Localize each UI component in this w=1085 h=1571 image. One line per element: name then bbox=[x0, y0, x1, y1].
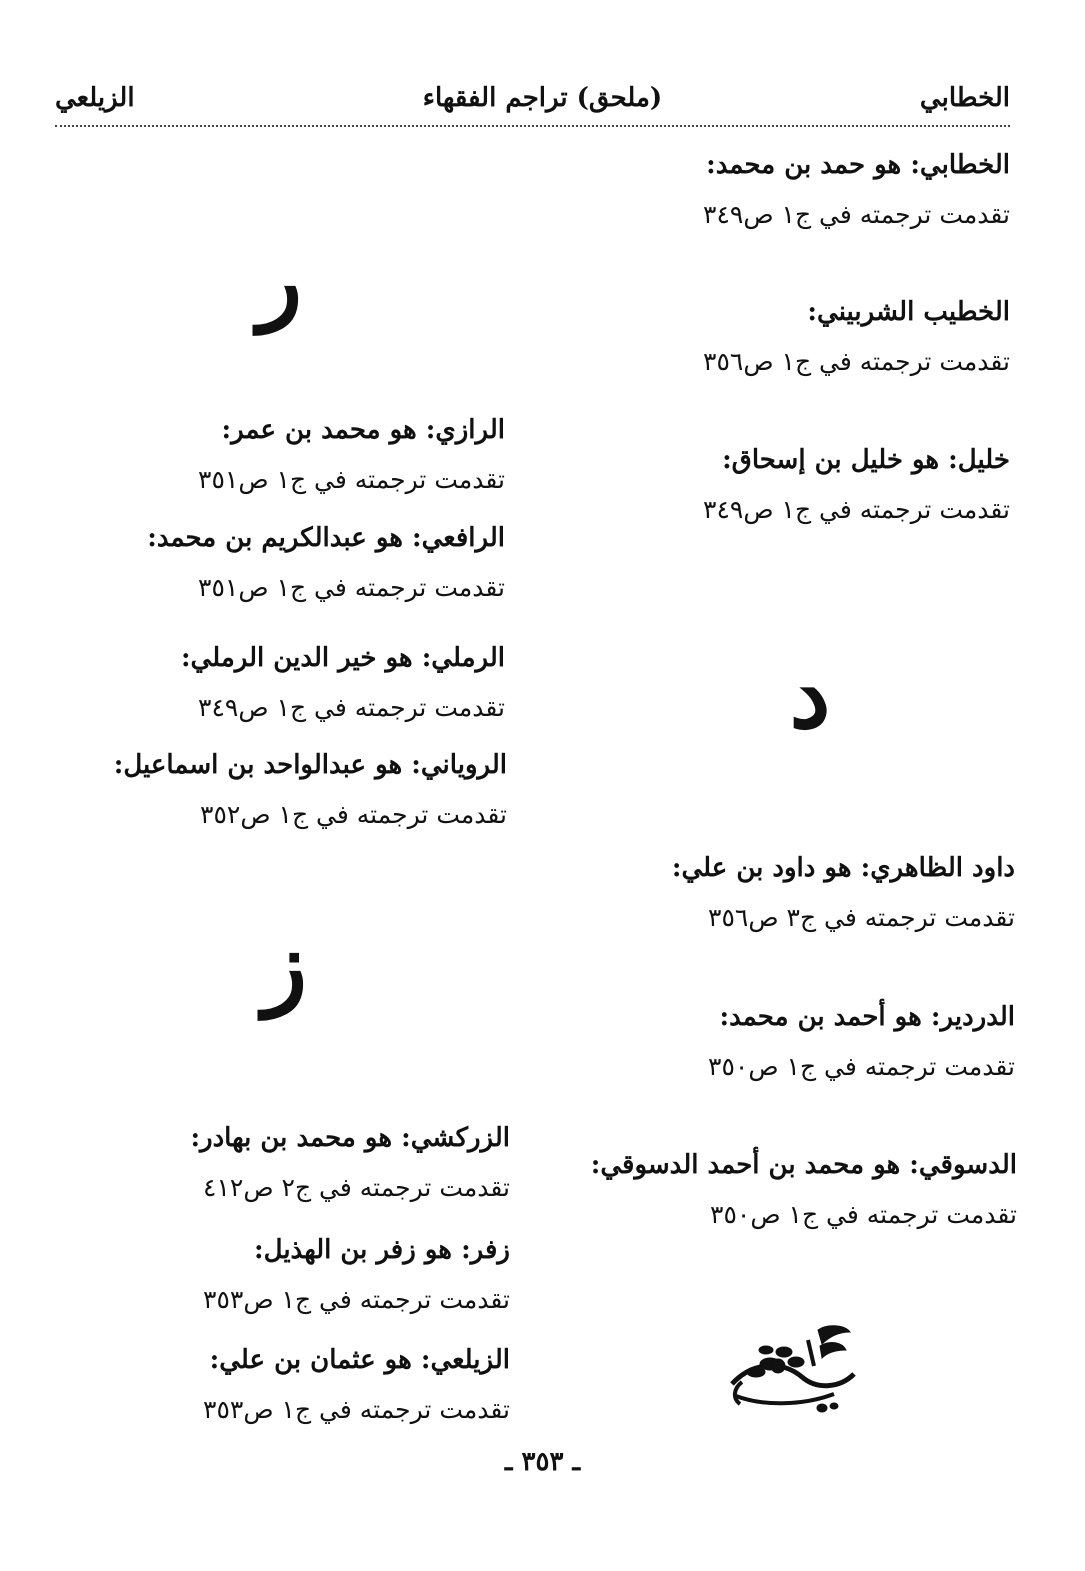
entry-ruyani bbox=[114, 745, 507, 835]
entry-name: الدسوقي: bbox=[909, 1150, 1017, 1180]
entry-desc: هو حمد بن محمد: bbox=[706, 150, 902, 180]
entry-reference: تقدمت ترجمته في ج٣ ص٣٥٦ bbox=[708, 903, 1015, 932]
entry-name: الخطابي: bbox=[910, 150, 1010, 180]
entry-reference: تقدمت ترجمته في ج٢ ص٤١٢ bbox=[203, 1173, 510, 1202]
entry-name: الروياني: bbox=[411, 750, 507, 780]
entry-reference: تقدمت ترجمته في ج١ ص٣٥٦ bbox=[703, 347, 1010, 376]
entry-name-line bbox=[708, 997, 1015, 1037]
entry-desc: هو خير الدين الرملي: bbox=[180, 643, 413, 673]
entry-desc: هو أحمد بن محمد: bbox=[719, 1002, 922, 1032]
entry-reference: تقدمت ترجمته في ج١ ص٣٤٩ bbox=[198, 693, 505, 722]
entry-name-line bbox=[181, 638, 505, 678]
section-letter-ra: ر bbox=[257, 226, 303, 334]
entry-desc: هو عبدالكريم بن محمد: bbox=[147, 523, 403, 553]
running-header-title: (ملحق) تراجم الفقهاء bbox=[422, 83, 663, 113]
entry-zufar bbox=[203, 1230, 510, 1320]
entry-reference: تقدمت ترجمته في ج١ ص٣٥٣ bbox=[203, 1395, 510, 1424]
entry-dawud-zahiri bbox=[672, 848, 1015, 938]
entry-dasuqi bbox=[591, 1145, 1017, 1235]
entry-reference: تقدمت ترجمته في ج١ ص٣٤٩ bbox=[703, 495, 1010, 524]
section-letter-dal: د bbox=[789, 641, 831, 749]
entry-zaylai bbox=[203, 1340, 510, 1430]
entry-name-line bbox=[703, 292, 1010, 332]
entry-reference: تقدمت ترجمته في ج١ ص٣٤٩ bbox=[703, 200, 1010, 229]
entry-name-line bbox=[591, 1145, 1017, 1185]
entry-name: الرافعي: bbox=[412, 523, 505, 553]
section-letter-zay: ز bbox=[262, 911, 308, 1019]
entry-name: الرملي: bbox=[421, 643, 505, 673]
entry-name: خليل: bbox=[948, 445, 1010, 475]
page-number: ـ ٣٥٣ ـ bbox=[504, 1447, 581, 1477]
entry-name-line bbox=[703, 440, 1010, 480]
entry-name: الرازي: bbox=[425, 415, 505, 445]
entry-name-line bbox=[190, 1118, 510, 1158]
entry-name: زفر: bbox=[461, 1235, 510, 1265]
running-header-right: الخطابي bbox=[919, 83, 1010, 113]
entry-khatib-shirbini bbox=[703, 292, 1010, 382]
entry-desc: هو عبدالواحد بن اسماعيل: bbox=[113, 750, 403, 780]
entry-reference: تقدمت ترجمته في ج١ ص٣٥٠ bbox=[710, 1200, 1017, 1229]
entry-desc: هو محمد بن عمر: bbox=[221, 415, 417, 445]
entry-reference: تقدمت ترجمته في ج١ ص٣٥٢ bbox=[200, 800, 507, 829]
entry-name-line bbox=[114, 745, 507, 785]
entry-razi bbox=[198, 410, 505, 500]
entry-name-line bbox=[703, 145, 1010, 185]
entry-reference: تقدمت ترجمته في ج١ ص٣٥١ bbox=[198, 573, 505, 602]
entry-name: الدردير: bbox=[930, 1002, 1015, 1032]
entry-zarkashi bbox=[190, 1118, 510, 1208]
entry-desc: هو خليل بن إسحاق: bbox=[722, 445, 940, 475]
entry-name-line bbox=[147, 518, 505, 558]
entry-name-line bbox=[198, 410, 505, 450]
entry-dardir bbox=[708, 997, 1015, 1087]
entry-khattabi bbox=[703, 145, 1010, 235]
entry-name: داود الظاهري: bbox=[860, 853, 1015, 883]
header-dotted-rule bbox=[55, 125, 1010, 127]
entry-name: الزركشي: bbox=[401, 1123, 510, 1153]
entry-name-line bbox=[203, 1230, 510, 1270]
entry-rafii bbox=[147, 518, 505, 608]
entry-desc: هو عثمان بن علي: bbox=[209, 1345, 412, 1375]
running-header-left: الزيلعي bbox=[55, 83, 135, 113]
entry-reference: تقدمت ترجمته في ج١ ص٣٥١ bbox=[198, 465, 505, 494]
entry-name: الزيلعي: bbox=[420, 1345, 510, 1375]
entry-name-line bbox=[203, 1340, 510, 1380]
entry-desc: هو داود بن علي: bbox=[671, 853, 852, 883]
entry-ramli bbox=[181, 638, 505, 728]
entry-desc: هو محمد بن بهادر: bbox=[190, 1123, 393, 1153]
entry-desc: هو محمد بن أحمد الدسوقي: bbox=[590, 1150, 901, 1180]
entry-desc: هو زفر بن الهذيل: bbox=[254, 1235, 452, 1265]
entry-reference: تقدمت ترجمته في ج١ ص٣٥٠ bbox=[708, 1052, 1015, 1081]
entry-name: الخطيب الشربيني: bbox=[807, 297, 1010, 327]
entry-reference: تقدمت ترجمته في ج١ ص٣٥٣ bbox=[203, 1285, 510, 1314]
floral-ornament-icon bbox=[722, 1322, 862, 1414]
entry-name-line bbox=[672, 848, 1015, 888]
entry-khalil bbox=[703, 440, 1010, 530]
